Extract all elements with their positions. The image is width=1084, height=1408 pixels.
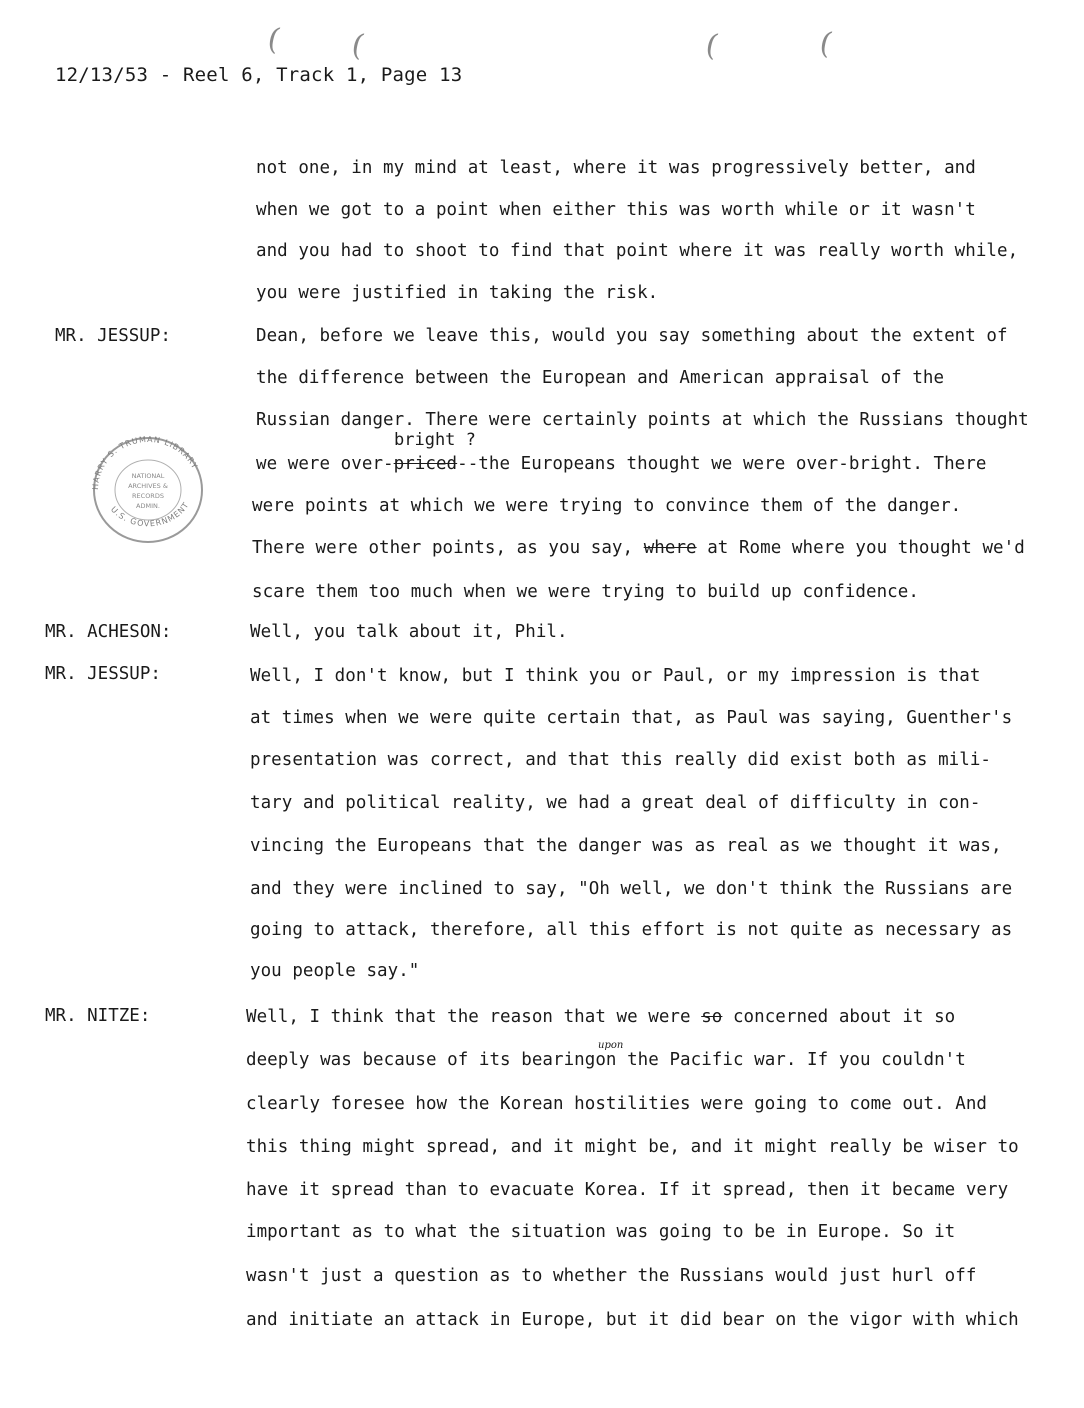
transcript-line: when we got to a point when either this was worth while or it wasn't [256, 200, 976, 220]
transcript-line: Well, I don't know, but I think you or Paul, or my impression is that [250, 666, 981, 686]
line-segment: --the Europeans thought we were over-bright. There [457, 454, 987, 474]
transcript-line: Dean, before we leave this, would you say something about the extent of [256, 326, 1008, 346]
svg-text:ARCHIVES &: ARCHIVES & [128, 482, 168, 490]
transcript-line: you were justified in taking the risk. [256, 283, 659, 303]
transcript-line: scare them too much when we were trying to build up confidence. [252, 582, 919, 602]
speaker-label: MR. JESSUP: [45, 664, 161, 684]
transcript-line: tary and political reality, we had a great deal of difficulty in con- [250, 793, 981, 813]
line-segment: There were other points, as you say, [252, 538, 634, 558]
svg-text:NATIONAL: NATIONAL [131, 472, 165, 480]
transcript-line: and you had to shoot to find that point where it was really worth while, [256, 241, 1019, 261]
page-header: 12/13/53 - Reel 6, Track 1, Page 13 [55, 64, 463, 86]
transcript-line: you people say." [250, 961, 420, 981]
margin-mark: ( [816, 25, 836, 62]
speaker-label: MR. ACHESON: [45, 622, 172, 642]
transcript-line [252, 538, 1025, 558]
svg-text:ADMIN.: ADMIN. [136, 502, 160, 510]
struck-text: priced [393, 454, 458, 474]
line-segment: Well, I think that the reason that we were [246, 1007, 691, 1027]
transcript-line: wasn't just a question as to whether the Russians would just hurl off [246, 1266, 977, 1286]
margin-mark: ( [702, 27, 722, 64]
transcript-line: going to attack, therefore, all this effort is not quite as necessary as [250, 920, 1013, 940]
archive-stamp-graphic [80, 428, 216, 548]
line-segment: concerned about it so [732, 1007, 956, 1027]
transcript-line: at times when we were quite certain that, as Paul was saying, Guenther's [250, 708, 1013, 728]
transcript-line [246, 1050, 966, 1070]
transcript-line: important as to what the situation was going to be in Europe. So it [246, 1222, 956, 1242]
svg-text:RECORDS: RECORDS [132, 492, 164, 500]
transcript-line [246, 1007, 955, 1027]
struck-text: so [701, 1007, 723, 1027]
handwritten-insert: bright ? [394, 430, 476, 450]
line-segment: we were over- [256, 454, 394, 474]
transcript-line: presentation was correct, and that this really did exist both as mili- [250, 750, 992, 770]
handwritten-insert: upon [598, 1040, 624, 1051]
line-segment: deeply was because of its bearing [246, 1050, 596, 1070]
transcript-line: vincing the Europeans that the danger was as real as we thought it was, [250, 836, 1002, 856]
transcript-line: have it spread than to evacuate Korea. If it spread, then it became very [246, 1180, 1009, 1200]
transcript-line: Russian danger. There were certainly points at which the Russians thought [256, 410, 1029, 430]
transcript-line [256, 454, 986, 474]
margin-mark: ( [348, 27, 368, 64]
transcript-line: Well, you talk about it, Phil. [250, 622, 568, 642]
speaker-label: MR. NITZE: [45, 1006, 151, 1026]
struck-text: where [643, 538, 697, 558]
stamp-arc-text-bottom: U.S. GOVERNMENT [108, 500, 191, 529]
transcript-line: were points at which we were trying to convince them of the danger. [252, 496, 962, 516]
stamp-arc-text: HARRY S. TRUMAN LIBRARY [90, 434, 200, 491]
transcript-line: this thing might spread, and it might be, and it might really be wiser to [246, 1137, 1019, 1157]
line-segment: at Rome where you thought we'd [707, 538, 1025, 558]
line-segment: on the Pacific war. If you couldn't [595, 1050, 966, 1070]
transcript-line: and initiate an attack in Europe, but it did bear on the vigor with which [246, 1310, 1019, 1330]
transcript-line: not one, in my mind at least, where it was progressively better, and [256, 158, 976, 178]
margin-mark: ( [264, 21, 284, 58]
speaker-label: MR. JESSUP: [55, 326, 171, 346]
transcript-line: the difference between the European and American appraisal of the [256, 368, 945, 388]
transcript-line: and they were inclined to say, "Oh well, we don't think the Russians are [250, 879, 1013, 899]
transcript-line: clearly foresee how the Korean hostilities were going to come out. And [246, 1094, 988, 1114]
archive-stamp [80, 428, 216, 548]
